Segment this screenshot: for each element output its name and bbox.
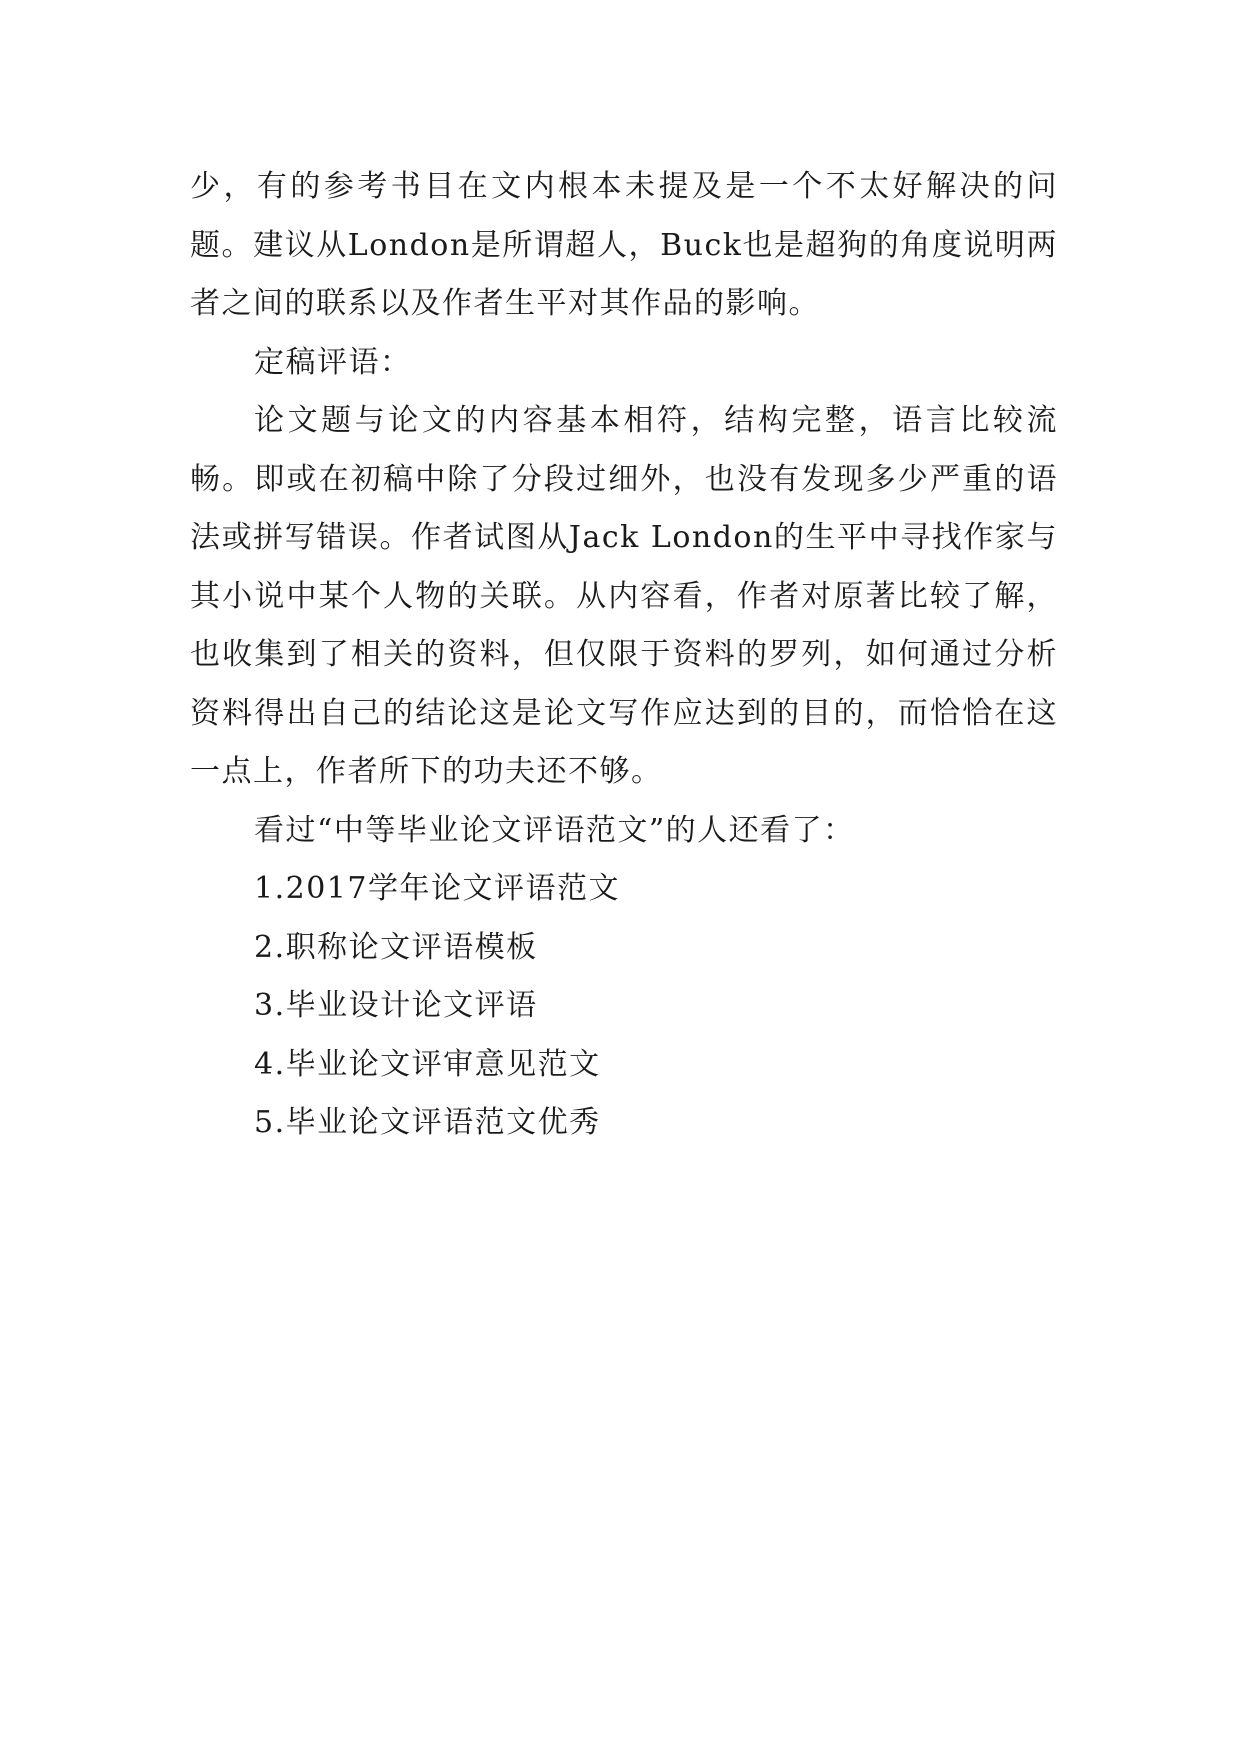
related-article-link[interactable]: 1.2017学年论文评语范文 — [254, 871, 620, 906]
related-article-link[interactable]: 5.毕业论文评语范文优秀 — [254, 1105, 601, 1140]
final-comment-heading: 定稿评语： — [254, 344, 412, 380]
paragraph-continuation: 少，有的参考书目在文内根本未提及是一个不太好解决的问题。建议从London是所谓超人，Buck也是超狗的角度说明两者之间的联系以及作者生平对其作品的影响。 — [190, 169, 1058, 321]
document-body — [190, 158, 1058, 1153]
related-article-link[interactable]: 3.毕业设计论文评语 — [254, 988, 538, 1023]
related-articles-list — [190, 860, 1058, 1153]
related-article-link[interactable]: 4.毕业论文评审意见范文 — [254, 1046, 601, 1082]
related-article-link[interactable]: 2.职称论文评语模板 — [254, 929, 538, 965]
related-articles-heading: 看过“中等毕业论文评语范文”的人还看了： — [254, 812, 855, 848]
final-comment-body: 论文题与论文的内容基本相符，结构完整，语言比较流畅。即或在初稿中除了分段过细外，也没有发现多少严重的语法或拼写错误。作者试图从Jack London的生平中寻找作家与其小说中某个人物的关联。从内容看，作者对原著比较了解，也收集到了相关的资料，但仅限于资料的罗列，如何通过分析资料得出自己的结论这是论文写作应达到的目的，而恰恰在这一点上，作者所下的功夫还不够。 — [190, 403, 1058, 789]
